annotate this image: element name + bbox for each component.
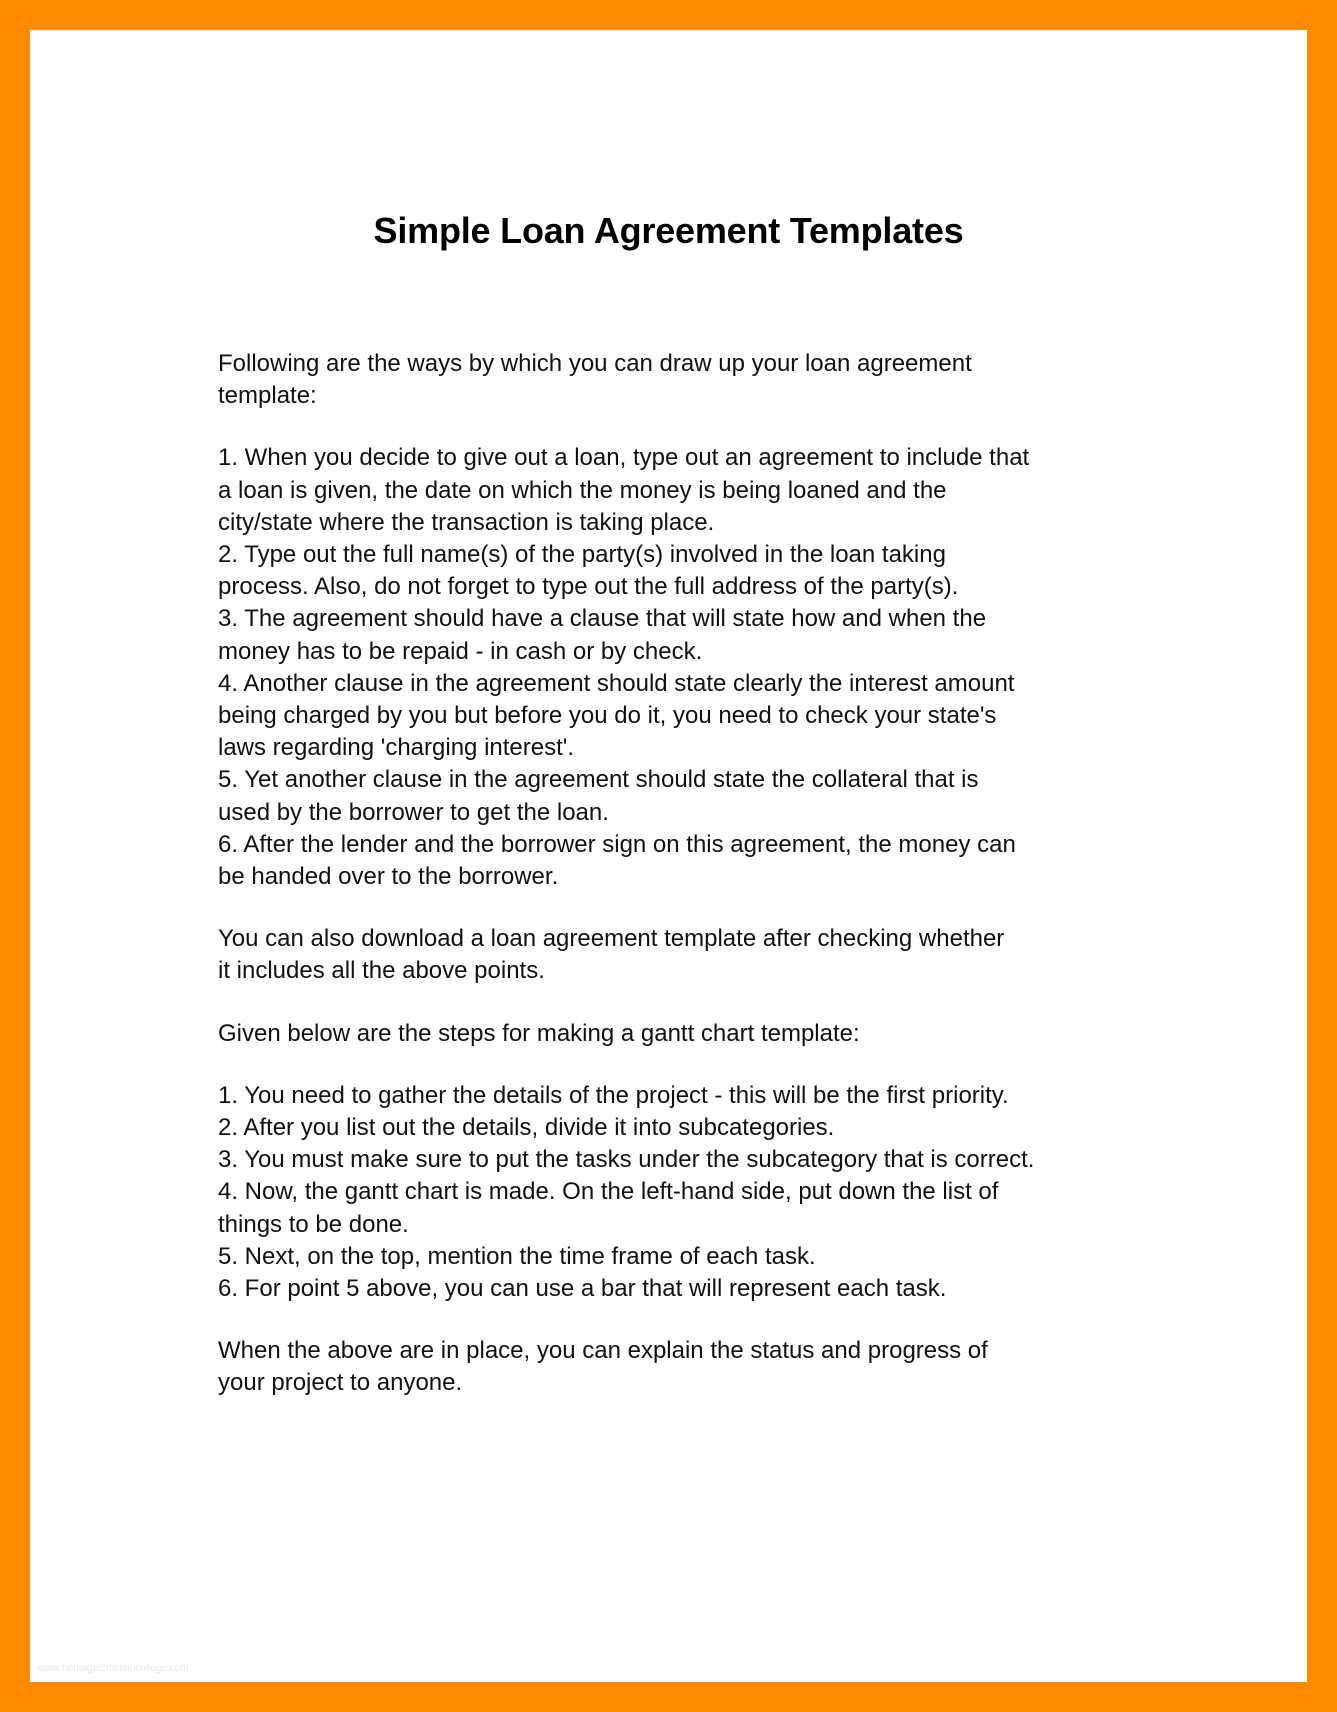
gantt-step: 6. For point 5 above, you can use a bar that will represent each task.: [218, 1275, 947, 1303]
gantt-intro: Given below are the steps for making a gantt chart template:: [218, 1019, 860, 1047]
gantt-step: 3. You must make sure to put the tasks under the subcategory that is correct.: [218, 1146, 1035, 1174]
gantt-step: 5. Next, on the top, mention the time frame of each task.: [218, 1242, 816, 1270]
loan-step: 4. Another clause in the agreement should state clearly the interest amount being charged by you but before you do it, you need to check your state's laws regarding 'charging interest'.: [218, 669, 1015, 762]
closing-paragraph: When the above are in place, you can explain the status and progress of your project to anyone.: [218, 1337, 988, 1397]
document-page: [30, 30, 1307, 1682]
loan-step: 6. After the lender and the borrower sign on this agreement, the money can be handed over to the borrower.: [218, 830, 1016, 891]
document-body: [218, 348, 1158, 1400]
document-title: Simple Loan Agreement Templates: [373, 210, 964, 251]
loan-step: 3. The agreement should have a clause that will state how and when the money has to be repaid - in cash or by check.: [218, 605, 987, 665]
loan-step: 1. When you decide to give out a loan, type out an agreement to include that a loan is given, the date on which the money is being loaned and the city/state where the transaction is taking place.: [218, 444, 1030, 536]
watermark-text: www.heritagechristiancollege.com: [38, 1663, 189, 1674]
gantt-step: 1. You need to gather the details of the project - this will be the first priority.: [218, 1081, 1009, 1109]
gantt-step: 4. Now, the gantt chart is made. On the left-hand side, put down the list of things to be done.: [218, 1178, 999, 1238]
intro-paragraph: Following are the ways by which you can draw up your loan agreement template:: [218, 350, 972, 410]
gantt-step: 2. After you list out the details, divide it into subcategories.: [218, 1114, 835, 1142]
loan-step: 5. Yet another clause in the agreement should state the collateral that is used by the borrower to get the loan.: [218, 766, 979, 826]
gantt-steps-list: [218, 1080, 1158, 1305]
loan-step: 2. Type out the full name(s) of the party(s) involved in the loan taking process. Also, do not forget to type out the full address of the party(s).: [218, 541, 959, 601]
loan-steps-list: [218, 442, 1158, 893]
download-note: You can also download a loan agreement template after checking whether it includes all the above points.: [218, 925, 1005, 985]
